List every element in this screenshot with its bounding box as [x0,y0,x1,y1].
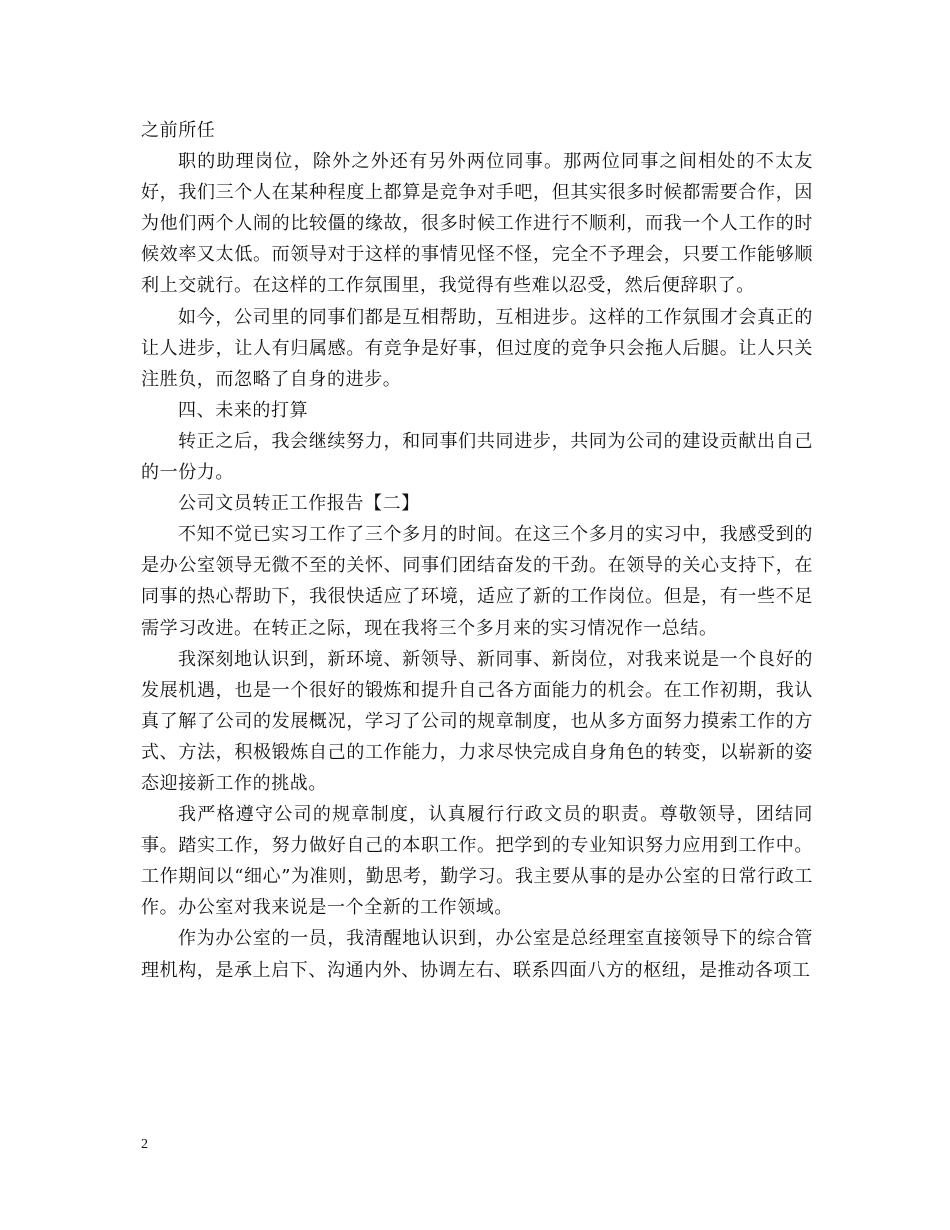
paragraph-continuation: 之前所任 [141,120,216,141]
paragraph: 如今，公司里的同事们都是互相帮助，互相进步。这样的工作氛围才会真正的让人进步，让人有归属感。有竞争是好事，但过度的竞争只会拖人后腿。让人只关注胜负，而忽略了自身的进步。 [141,306,813,390]
section-heading: 四、未来的打算 [178,399,309,421]
paragraph: 职的助理岗位，除外之外还有另外两位同事。那两位同事之间相处的不太友好，我们三个人在某种程度上都算是竞争对手吧，但其实很多时候都需要合作，因为他们两个人闹的比较僵的缘故，很多时候工作进行不顺利，而我一个人工作的时候效率又太低。而领导对于这样的事情见怪不怪，完全不予理会，只要工作能够顺利上交就行。在这样的工作氛围里，我觉得有些难以忍受，然后便辞职了。 [141,151,813,297]
report-title: 公司文员转正工作报告【二】 [178,493,420,515]
paragraph: 不知不觉已实习工作了三个多月的时间。在这三个多月的实习中，我感受到的是办公室领导无微不至的关怀、同事们团结奋发的干劲。在领导的关心支持下，在同事的热心帮助下，我很快适应了环境，适应了新的工作岗位。但是，有一些不足需学习改进。在转正之际，现在我将三个多月来的实习情况作一总结。 [141,524,813,639]
document-body [141,115,813,986]
paragraph: 作为办公室的一员，我清醒地认识到，办公室是总经理室直接领导下的综合管理机构，是承上启下、沟通内外、协调左右、联系四面八方的枢纽，是推动各项工 [141,928,813,981]
paragraph: 我深刻地认识到，新环境、新领导、新同事、新岗位，对我来说是一个良好的发展机遇，也是一个很好的锻炼和提升自己各方面能力的机会。在工作初期，我认真了解了公司的发展概况，学习了公司的规章制度，也从多方面努力摸索工作的方式、方法，积极锻炼自己的工作能力，力求尽快完成自身角色的转变，以崭新的姿态迎接新工作的挑战。 [141,648,813,794]
page-number: 2 [141,1137,148,1152]
paragraph: 转正之后，我会继续努力，和同事们共同进步，共同为公司的建设贡献出自己的一份力。 [141,430,813,484]
paragraph: 我严格遵守公司的规章制度，认真履行行政文员的职责。尊敬领导，团结同事。踏实工作，努力做好自己的本职工作。把学到的专业知识努力应用到工作中。工作期间以“细心”为准则，勤思考，勤学习。我主要从事的是办公室的日常行政工作。办公室对我来说是一个全新的工作领域。 [141,804,813,919]
